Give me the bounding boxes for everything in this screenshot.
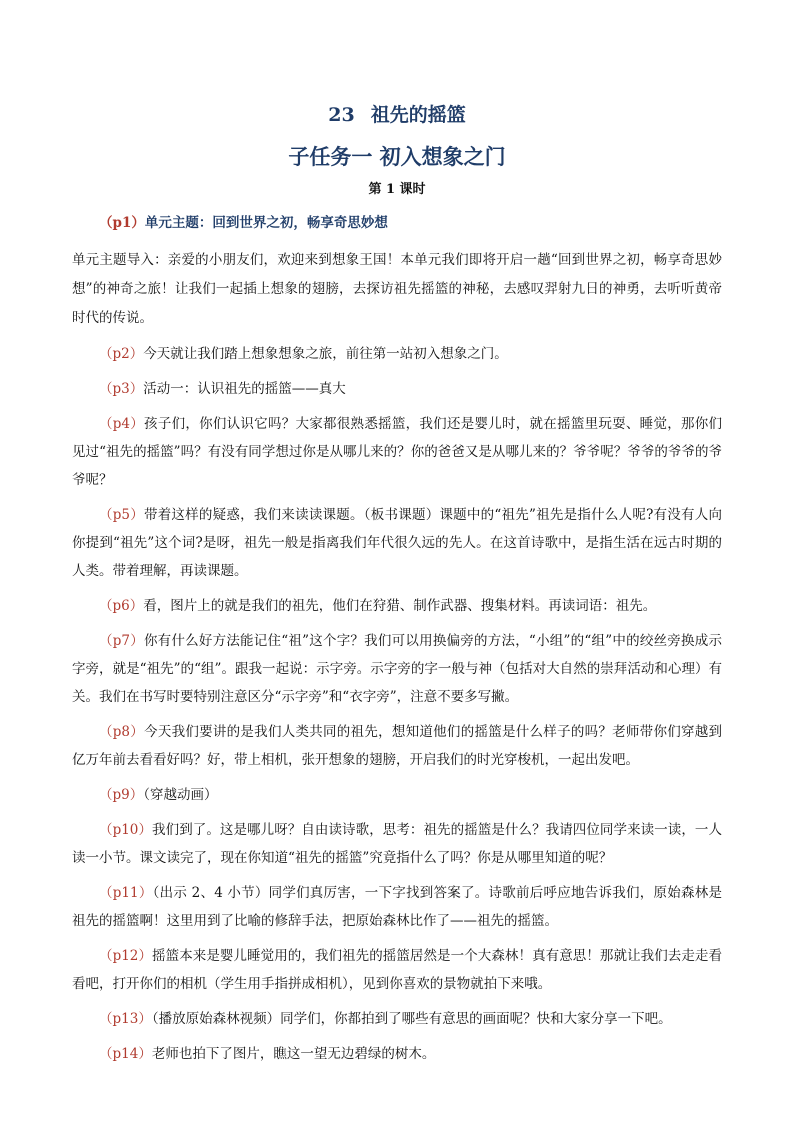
lesson-title <box>72 100 722 130</box>
slide-tag: （p11） <box>99 885 153 901</box>
slide-tag: （p2） <box>99 346 144 362</box>
slide-tag: （p7） <box>99 633 144 649</box>
slide-tag: （p1） <box>99 215 145 231</box>
paragraph <box>72 942 722 998</box>
paragraph <box>72 879 722 935</box>
paragraph <box>72 340 722 368</box>
paragraph-text: 我们到了。这是哪儿呀？自由读诗歌，思考：祖先的摇篮是什么？我请四位同学来读一读，一人读一小节。课文读完了，现在你知道“祖先的摇篮”究竟指什么了吗？你是从哪里知道的呢？ <box>72 822 723 866</box>
document-page <box>72 100 722 1068</box>
paragraph <box>72 781 722 809</box>
paragraph <box>72 375 722 403</box>
paragraph-text: 今天我们要讲的是我们人类共同的祖先，想知道他们的摇篮是什么样子的吗？老师带你们穿越到亿万年前去看看好吗？好，带上相机，张开想象的翅膀，开启我们的时光穿梭机，一起出发吧。 <box>72 724 723 768</box>
lesson-paragraphs <box>72 340 722 1068</box>
paragraph-text: 老师也拍下了图片，瞧这一望无边碧绿的树木。 <box>151 1046 436 1062</box>
slide-tag: （p13） <box>99 1011 152 1027</box>
paragraph-text: 看，图片上的就是我们的祖先，他们在狩猎、制作武器、搜集材料。再读词语：祖先。 <box>143 598 657 614</box>
paragraph-text: 今天就让我们踏上想象想象之旅，前往第一站初入想象之门。 <box>143 346 508 362</box>
slide-tag: （p14） <box>99 1046 152 1062</box>
slide-tag: （p9） <box>99 787 144 803</box>
paragraph-text: 孩子们，你们认识它吗？大家都很熟悉摇篮，我们还是婴儿时，就在摇篮里玩耍、睡觉，那你们见过“祖先的摇篮”吗？有没有同学想过你是从哪儿来的？你的爸爸又是从哪儿来的？爷爷呢？爷爷的爷爷的爷爷呢？ <box>72 416 723 488</box>
class-period: 第 1 课时 <box>368 182 426 197</box>
paragraph-text: （穿越动画） <box>143 787 218 803</box>
slide-tag: （p12） <box>99 948 153 964</box>
slide-tag: （p3） <box>99 381 144 397</box>
paragraph-text: 活动一：认识祖先的摇篮——真大 <box>143 381 346 397</box>
subtask-title: 子任务一 初入想象之门 <box>288 144 506 169</box>
paragraph <box>72 718 722 774</box>
paragraph <box>72 1005 722 1033</box>
paragraph-text: 带着这样的疑惑，我们来读读课题。（板书课题）课题中的“祖先”祖先是指什么人呢?有没有人向你提到“祖先”这个词?是呀，祖先一般是指离我们年代很久远的先人。在这首诗歌中，是指生活在远古时期的人类。带着理解，再读课题。 <box>72 507 722 579</box>
slide-tag: （p6） <box>99 598 144 614</box>
paragraph <box>72 592 722 620</box>
paragraph <box>72 410 722 494</box>
slide-tag: （p10） <box>99 822 153 838</box>
unit-intro: 单元主题导入：亲爱的小朋友们，欢迎来到想象王国！本单元我们即将开启一趟“回到世界之初，畅享奇思妙想”的神奇之旅！让我们一起插上想象的翅膀，去探访祖先摇篮的神秘，去感叹羿射九日的神勇，去听听黄帝时代的传说。 <box>72 252 722 326</box>
paragraph <box>72 1040 722 1068</box>
lesson-number: 23 <box>328 104 355 126</box>
paragraph-text: （播放原始森林视频）同学们，你都拍到了哪些有意思的画面呢？快和大家分享一下吧。 <box>151 1011 672 1027</box>
unit-theme-text: 单元主题：回到世界之初，畅享奇思妙想 <box>144 215 388 231</box>
paragraph <box>72 627 722 711</box>
paragraph <box>72 816 722 872</box>
slide-tag: （p8） <box>99 724 145 740</box>
unit-theme <box>72 210 722 236</box>
paragraph-text: 你有什么好方法能记住“祖”这个字？我们可以用换偏旁的方法，“小组”的“组”中的绞丝旁换成示字旁，就是“祖先”的“组”。跟我一起说：示字旁。示字旁的字一般与神（包括对大自然的崇拜活动和心理）有关。我们在书写时要特别注意区分“示字旁”和“衣字旁”，注意不要多写撇。 <box>72 633 722 705</box>
slide-tag: （p5） <box>99 507 144 523</box>
paragraph <box>72 501 722 585</box>
paragraph-text: （出示 2、4 小节）同学们真厉害，一下字找到答案了。诗歌前后呼应地告诉我们，原始森林是祖先的摇篮啊！这里用到了比喻的修辞手法，把原始森林比作了——祖先的摇篮。 <box>72 885 723 929</box>
slide-tag: （p4） <box>99 416 145 432</box>
lesson-name: 祖先的摇篮 <box>370 104 466 126</box>
paragraph-text: 摇篮本来是婴儿睡觉用的，我们祖先的摇篮居然是一个大森林！真有意思！那就让我们去走走看看吧，打开你们的相机（学生用手指拼成相机），见到你喜欢的景物就拍下来哦。 <box>72 948 723 992</box>
